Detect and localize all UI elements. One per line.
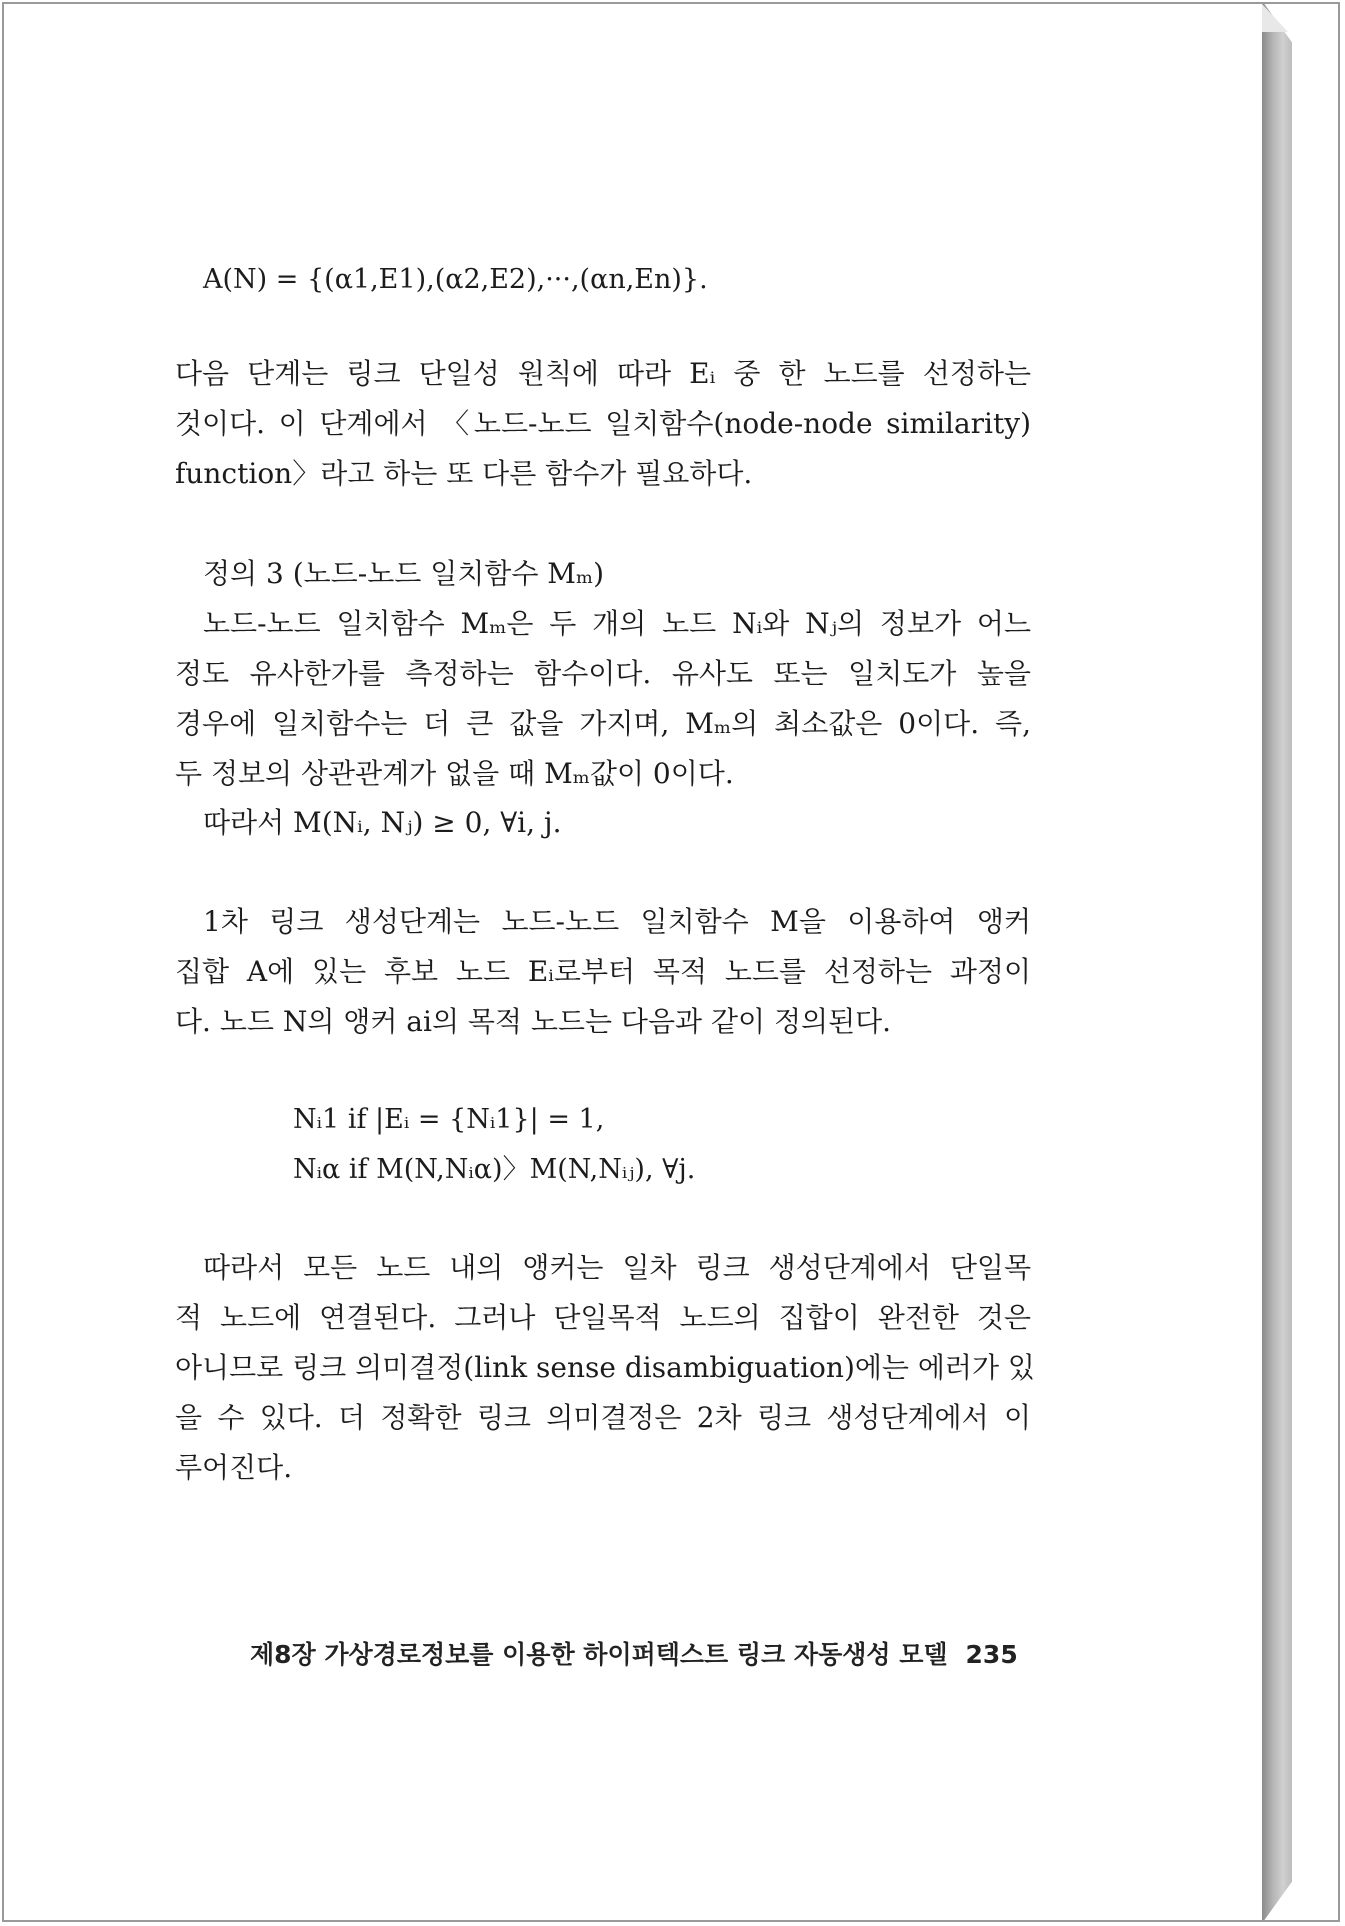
paragraph-3-line-5: 루어진다. bbox=[175, 1451, 293, 1484]
paragraph-1-line-2: 것이다. 이 단계에서 〈노드-노드 일치함수(node-node similarity) bbox=[175, 407, 1031, 440]
running-footer bbox=[250, 1638, 1018, 1672]
chapter-title: 제8장 가상경로정보를 이용한 하이퍼텍스트 링크 자동생성 모델 bbox=[250, 1640, 948, 1669]
paragraph-1-line-3: function〉라고 하는 또 다른 함수가 필요하다. bbox=[175, 457, 753, 490]
page-number: 235 bbox=[965, 1640, 1018, 1669]
paragraph-1-line-1: 다음 단계는 링크 단일성 원칙에 따라 Eᵢ 중 한 노드를 선정하는 bbox=[175, 357, 1031, 390]
formula-case-1: Nᵢ1 if |Eᵢ = {Nᵢ1}| = 1, bbox=[293, 1104, 605, 1135]
paragraph-3-line-3: 아니므로 링크 의미결정(link sense disambiguation)에는 에러가 있 bbox=[175, 1351, 1035, 1384]
definition-title: 정의 3 (노드-노드 일치함수 Mₘ) bbox=[203, 557, 605, 590]
definition-body-line-2: 정도 유사한가를 측정하는 함수이다. 유사도 또는 일치도가 높을 bbox=[175, 657, 1031, 690]
definition-body-line-4: 두 정보의 상관관계가 없을 때 Mₘ값이 0이다. bbox=[175, 757, 734, 790]
formula-anchor-set: A(N) = {(α1,E1),(α2,E2),···,(αn,En)}. bbox=[203, 264, 708, 295]
definition-body-line-1: 노드-노드 일치함수 Mₘ은 두 개의 노드 Nᵢ와 Nⱼ의 정보가 어느 bbox=[203, 607, 1031, 640]
paragraph-2-line-2: 집합 A에 있는 후보 노드 Eᵢ로부터 목적 노드를 선정하는 과정이 bbox=[175, 955, 1031, 988]
paragraph-3-line-2: 적 노드에 연결된다. 그러나 단일목적 노드의 집합이 완전한 것은 bbox=[175, 1301, 1031, 1334]
formula-case-2: Nᵢα if M(N,Nᵢα)〉M(N,Nᵢⱼ), ∀j. bbox=[293, 1154, 696, 1185]
paragraph-3-line-1: 따라서 모든 노드 내의 앵커는 일차 링크 생성단계에서 단일목 bbox=[203, 1251, 1031, 1284]
definition-conclusion: 따라서 M(Nᵢ, Nⱼ) ≥ 0, ∀i, j. bbox=[203, 806, 562, 839]
page-stack-edge bbox=[1262, 4, 1292, 1920]
paragraph-2-line-1: 1차 링크 생성단계는 노드-노드 일치함수 M을 이용하여 앵커 bbox=[203, 905, 1031, 938]
paragraph-2-line-3: 다. 노드 N의 앵커 ai의 목적 노드는 다음과 같이 정의된다. bbox=[175, 1005, 892, 1038]
definition-body-line-3: 경우에 일치함수는 더 큰 값을 가지며, Mₘ의 최소값은 0이다. 즉, bbox=[175, 707, 1031, 740]
paragraph-3-line-4: 을 수 있다. 더 정확한 링크 의미결정은 2차 링크 생성단계에서 이 bbox=[175, 1401, 1031, 1434]
